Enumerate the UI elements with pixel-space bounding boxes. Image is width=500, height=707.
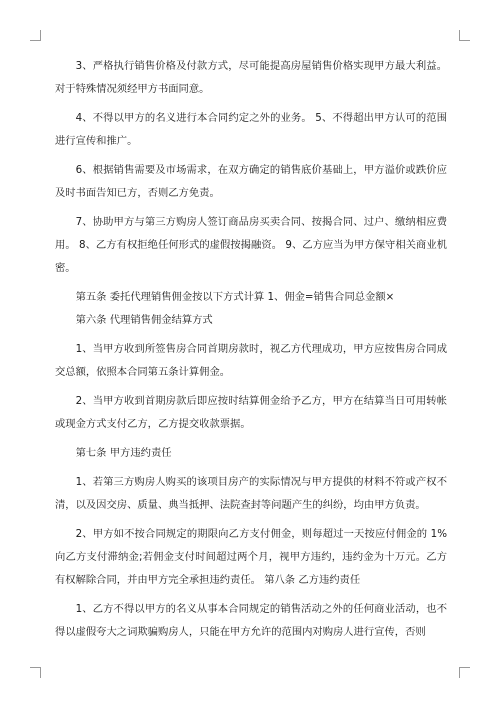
crop-mark-bottom-left xyxy=(30,667,41,678)
article-heading: 第七条 甲方违约责任 xyxy=(75,447,172,459)
crop-mark-top-left xyxy=(30,30,41,41)
paragraph: 1、当甲方收到所签售房合同首期房款时，视乙方代理成功，甲方应按售房合同成交总额，依照本合同第五条计算佣金。 xyxy=(55,343,447,378)
crop-mark-top-right xyxy=(459,30,470,41)
paragraph: 1、乙方不得以甲方的名义从事本合同规定的销售活动之外的任何商业活动，也不得以虚假夸大之词欺骗购房人，只能在甲方允许的范围内对购房人进行宣传，否则 xyxy=(55,603,447,638)
paragraph: 7、协助甲方与第三方购房人签订商品房买卖合同、按揭合同、过户、缴纳相应费用。 8、乙方有权拒绝任何形式的虚假按揭融资。 9、乙方应当为甲方保守相关商业机密。 xyxy=(55,216,447,274)
crop-mark-bottom-right xyxy=(459,667,470,678)
paragraph: 6、根据销售需要及市场需求，在双方确定的销售底价基础上，甲方溢价或跌价应及时书面告知已方，否则乙方免责。 xyxy=(55,164,447,199)
paragraph: 2、甲方如不按合同规定的期限向乙方支付佣金，则每超过一天按应付佣金的 1%向乙方支付滞纳金;若佣金支付时间超过两个月，视甲方违约，违约金为十万元。乙方有权解除合同，并由甲方完全承担违约责任。 第八条 乙方违约责任 xyxy=(55,528,447,586)
paragraph: 3、严格执行销售价格及付款方式，尽可能提高房屋销售价格实现甲方最大利益。对于特殊情况须经甲方书面同意。 xyxy=(55,60,447,95)
article-heading: 第五条 委托代理销售佣金按以下方式计算 1、佣金=销售合同总金额× xyxy=(75,291,395,303)
paragraph: 4、不得以甲方的名义进行本合同约定之外的业务。 5、不得超出甲方认可的范围进行宣传和推广。 xyxy=(55,112,447,147)
document-body xyxy=(55,55,447,707)
paragraph: 1、若第三方购房人购买的该项目房产的实际情况与甲方提供的材料不符或产权不清，以及因交房、质量、典当抵押、法院查封等问题产生的纠纷，均由甲方负责。 xyxy=(55,476,447,511)
paragraph: 2、当甲方收到首期房款后即应按时结算佣金给予乙方，甲方在结算当日可用转帐或现金方式支付乙方，乙方提交收款票据。 xyxy=(55,395,447,430)
article-heading: 第六条 代理销售佣金结算方式 xyxy=(75,314,213,326)
